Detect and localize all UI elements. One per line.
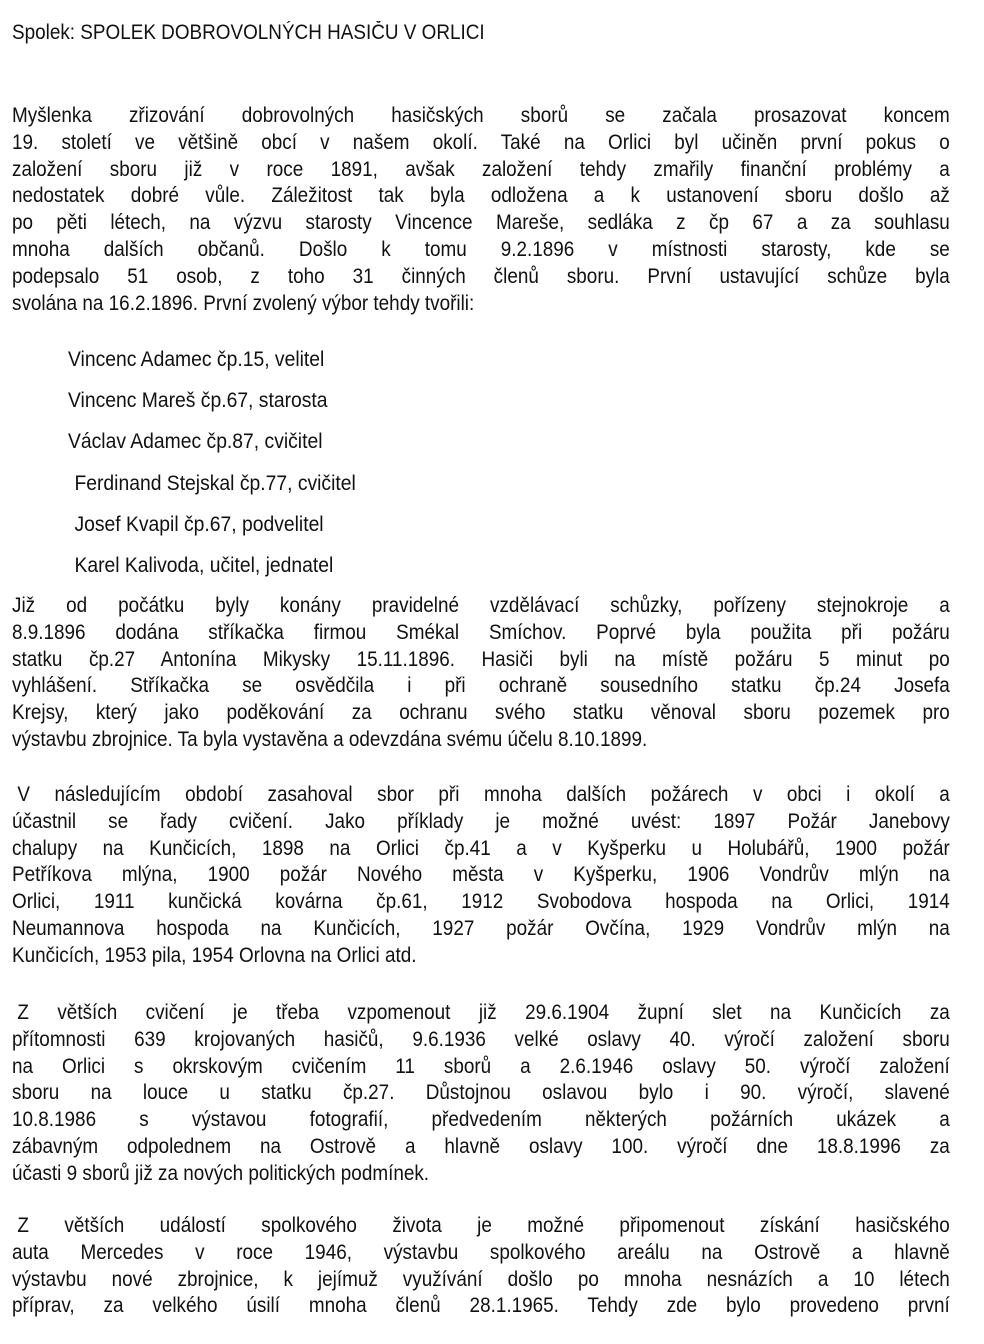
paragraph-line: účastnil se řady cvičení. Jako příklady je možné uvést: 1897 Požár Janebovy	[12, 809, 950, 833]
paragraph-line: chalupy na Kunčicích, 1898 na Orlici čp.41 a v Kyšperku u Holubářů, 1900 požár	[12, 836, 950, 860]
committee-members-list	[68, 347, 381, 594]
paragraph-line: 10.8.1986 s výstavou fotografií, předvedením některých požárních ukázek a	[12, 1108, 950, 1132]
paragraph-line: statku čp.27 Antonína Mikysky 15.11.1896. Hasiči byli na místě požáru 5 minut po	[12, 647, 950, 671]
paragraph-line: příprav, za velkého úsilí mnoha členů 28.1.1965. Tehdy zde bylo provedeno první	[12, 1294, 950, 1318]
paragraph-line: Neumannova hospoda na Kunčicích, 1927 požár Ovčína, 1929 Vondrův mlýn na	[12, 916, 950, 940]
paragraph-line: po pěti létech, na výzvu starosty Vincence Mareše, sedláka z čp 67 a za souhlasu	[12, 211, 950, 235]
paragraph-line: auta Mercedes v roce 1946, výstavbu spolkového areálu na Ostrově a hlavně	[12, 1240, 950, 1264]
paragraph-line: Již od počátku byly konány pravidelné vzdělávací schůzky, pořízeny stejnokroje a	[12, 594, 950, 617]
paragraph-line: Kunčicích, 1953 pila, 1954 Orlovna na Orlici atd.	[12, 943, 417, 967]
paragraph-line: svolána na 16.2.1896. První zvolený výbor tehdy tvořili:	[12, 291, 475, 315]
fires-paragraph	[12, 782, 950, 970]
paragraph-line: sboru na louce u statku čp.27. Důstojnou oslavou bylo i 90. výročí, slavené	[12, 1081, 950, 1105]
paragraph-line: přítomnosti 639 krojovaných hasičů, 9.6.1936 velké oslavy 40. výročí založení sboru	[12, 1027, 950, 1051]
paragraph-line: výstavbu zbrojnice. Ta byla vystavěna a odevzdána svému účelu 8.10.1899.	[12, 727, 648, 751]
paragraph-line: zábavným odpolednem na Ostrově a hlavně oslavy 100. výročí dne 18.8.1996 za	[12, 1134, 950, 1158]
paragraph-line: mnoha dalších občanů. Došlo k tomu 9.2.1896 v místnosti starosty, kde se	[12, 237, 950, 261]
paragraph-line: Z větších událostí spolkového života je možné připomenout získání hasičského	[17, 1214, 950, 1237]
exercises-paragraph	[12, 1000, 950, 1188]
paragraph-line: vyhlášení. Stříkačka se osvědčila i při ochraně sousedního statku čp.24 Josefa	[12, 674, 950, 698]
committee-member: Ferdinand Stejskal čp.77, cvičitel	[74, 471, 356, 495]
paragraph-line: 19. století ve většině obcí v našem okolí. Také na Orlici byl učiněn první pokus o	[12, 130, 950, 154]
document-title: Spolek: SPOLEK DOBROVOLNÝCH HASIČU V ORLICI	[12, 21, 485, 44]
committee-member: Vincenc Adamec čp.15, velitel	[68, 348, 325, 371]
committee-member: Karel Kalivoda, učitel, jednatel	[74, 553, 334, 577]
paragraph-line: výstavbu nové zbrojnice, k jejímuž využívání došlo po mnoha nesnázích a 10 létech	[12, 1267, 950, 1291]
committee-member: Vincenc Mareš čp.67, starosta	[68, 389, 328, 413]
intro-paragraph	[12, 103, 950, 317]
paragraph-line: Orlici, 1911 kunčická kovárna čp.61, 1912 Svobodova hospoda na Orlici, 1914	[12, 890, 950, 914]
paragraph-line: 8.9.1896 dodána stříkačka firmou Smékal Smíchov. Poprvé byla použita při požáru	[12, 620, 950, 644]
paragraph-line: na Orlici s okrskovým cvičením 11 sborů a 2.6.1946 oslavy 50. výročí založení	[12, 1054, 950, 1078]
paragraph-line: nedostatek dobré vůle. Záležitost tak byla odložena a k ustanovení sboru došlo až	[12, 184, 950, 208]
committee-member: Josef Kvapil čp.67, podvelitel	[74, 512, 324, 536]
paragraph-line: Krejsy, který jako poděkování za ochranu svého statku věnoval sboru pozemek pro	[12, 701, 950, 725]
paragraph-line: účasti 9 sborů již za nových politických podmínek.	[12, 1161, 430, 1185]
paragraph-line: Myšlenka zřizování dobrovolných hasičských sborů se začala prosazovat koncem	[12, 104, 950, 127]
committee-member: Václav Adamec čp.87, cvičitel	[68, 430, 323, 454]
paragraph-line: Petříkova mlýna, 1900 požár Nového města v Kyšperku, 1906 Vondrův mlýn na	[12, 863, 950, 887]
paragraph-line: podepsalo 51 osob, z toho 31 činných členů sboru. První ustavující schůze byla	[12, 264, 950, 288]
paragraph-line: V následujícím období zasahoval sbor při mnoha dalších požárech v obci i okolí a	[17, 783, 950, 806]
paragraph-line: založení sboru již v roce 1891, avšak založení tehdy zmařily finanční problémy a	[12, 157, 950, 181]
paragraph-line: Z větších cvičení je třeba vzpomenout již 29.6.1904 župní slet na Kunčicích za	[17, 1001, 950, 1024]
events-paragraph	[12, 1213, 950, 1320]
history-paragraph-early	[12, 593, 950, 754]
